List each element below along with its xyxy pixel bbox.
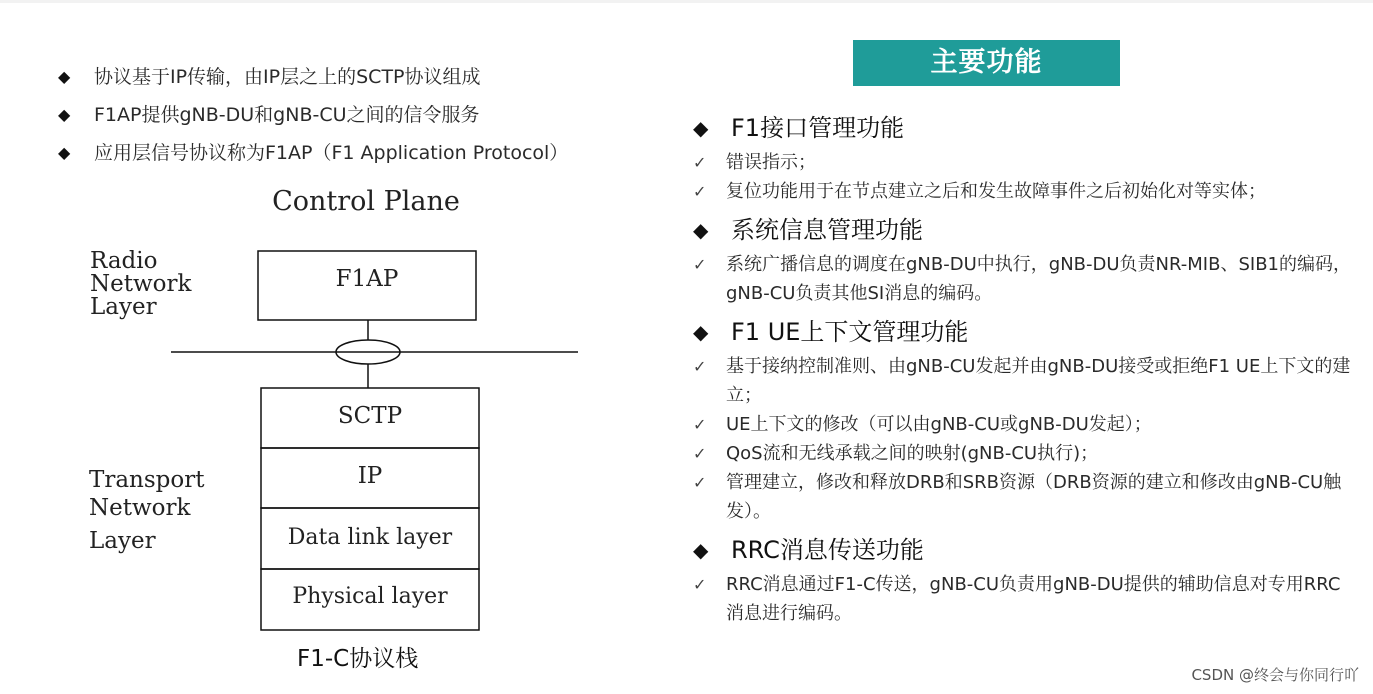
check-item-text: 错误指示； bbox=[726, 152, 816, 173]
function-section-rrc-transfer bbox=[693, 530, 1353, 628]
checkmark-icon: ✓ bbox=[693, 255, 707, 274]
diamond-bullet-icon: ◆ bbox=[693, 320, 709, 344]
section-title-text: F1 UE上下文管理功能 bbox=[731, 318, 969, 346]
diagram-title: Control Plane bbox=[272, 186, 460, 217]
check-item-text: 基于接纳控制准则、由gNB-CU发起并由gNB-DU接受或拒绝F1 UE上下文的建立； bbox=[726, 356, 1351, 406]
section-title bbox=[693, 210, 1353, 250]
function-section-system-info bbox=[693, 210, 1353, 308]
checkmark-icon: ✓ bbox=[693, 415, 707, 434]
checkmark-icon: ✓ bbox=[693, 182, 707, 201]
diamond-bullet-icon: ◆ bbox=[693, 218, 709, 242]
section-title bbox=[693, 530, 1353, 570]
stack-box-ip-label: IP bbox=[357, 463, 383, 489]
check-item bbox=[693, 250, 1353, 308]
check-item-text: RRC消息通过F1-C传送，gNB-CU负责用gNB-DU提供的辅助信息对专用RRC消息进行编码。 bbox=[726, 574, 1341, 624]
check-item-text: 管理建立，修改和释放DRB和SRB资源（DRB资源的建立和修改由gNB-CU触发）。 bbox=[726, 472, 1342, 522]
check-item-text: 系统广播信息的调度在gNB-DU中执行，gNB-DU负责NR-MIB、SIB1的编码，gNB-CU负责其他SI消息的编码。 bbox=[726, 254, 1351, 304]
check-item bbox=[693, 177, 1353, 206]
check-item-text: QoS流和无线承载之间的映射(gNB-CU执行)； bbox=[726, 443, 1099, 464]
transport-layer-label-line3: Layer bbox=[89, 528, 156, 554]
radio-layer-label-line1: Radio bbox=[90, 248, 158, 274]
checkmark-icon: ✓ bbox=[693, 153, 707, 172]
watermark: CSDN @终会与你同行吖 bbox=[1191, 666, 1359, 684]
checkmark-icon: ✓ bbox=[693, 357, 707, 376]
stack-box-physical-label: Physical layer bbox=[292, 584, 448, 609]
section-title-text: 系统信息管理功能 bbox=[731, 216, 923, 244]
checkmark-icon: ✓ bbox=[693, 575, 707, 594]
function-section-ue-context bbox=[693, 312, 1353, 526]
check-item-text: UE上下文的修改（可以由gNB-CU或gNB-DU发起）； bbox=[726, 414, 1152, 435]
section-title-text: RRC消息传送功能 bbox=[731, 536, 924, 564]
f1ap-box-label: F1AP bbox=[335, 266, 399, 292]
check-item bbox=[693, 148, 1353, 177]
check-item bbox=[693, 439, 1353, 468]
checkmark-icon: ✓ bbox=[693, 473, 707, 492]
radio-layer-label-line2: Network bbox=[90, 271, 192, 297]
left-bullet-text: 协议基于IP传输，由IP层之上的SCTP协议组成 bbox=[94, 66, 481, 88]
diamond-bullet-icon: ◆ bbox=[58, 105, 71, 124]
left-bullet-text: 应用层信号协议称为F1AP（F1 Application Protocol） bbox=[94, 142, 569, 164]
transport-layer-label-line1: Transport bbox=[89, 467, 205, 493]
functions-title-banner: 主要功能 bbox=[853, 40, 1120, 86]
checkmark-icon: ✓ bbox=[693, 444, 707, 463]
stack-caption: F1-C协议栈 bbox=[297, 646, 419, 672]
left-bullet-text: F1AP提供gNB-DU和gNB-CU之间的信令服务 bbox=[94, 104, 480, 126]
check-item bbox=[693, 410, 1353, 439]
diamond-bullet-icon: ◆ bbox=[58, 67, 71, 86]
transport-layer-label-line2: Network bbox=[89, 495, 191, 521]
section-title bbox=[693, 108, 1353, 148]
check-item bbox=[693, 468, 1353, 526]
stack-box-sctp-label: SCTP bbox=[337, 403, 403, 429]
check-item-text: 复位功能用于在节点建立之后和发生故障事件之后初始化对等实体； bbox=[726, 181, 1266, 202]
check-item bbox=[693, 570, 1353, 628]
diamond-bullet-icon: ◆ bbox=[693, 116, 709, 140]
diamond-bullet-icon: ◆ bbox=[58, 143, 71, 162]
section-title-text: F1接口管理功能 bbox=[731, 114, 905, 142]
diamond-bullet-icon: ◆ bbox=[693, 538, 709, 562]
section-title bbox=[693, 312, 1353, 352]
stack-box-data-link-label: Data link layer bbox=[287, 525, 453, 550]
function-section-f1-interface bbox=[693, 108, 1353, 206]
functions-panel bbox=[693, 108, 1353, 632]
radio-layer-label-line3: Layer bbox=[90, 294, 157, 320]
check-item bbox=[693, 352, 1353, 410]
